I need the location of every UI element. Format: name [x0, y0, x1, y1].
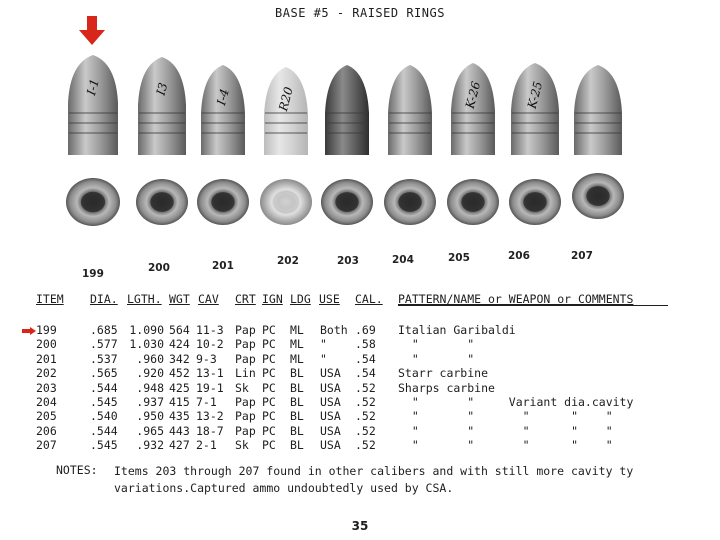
cell-use: USA — [320, 394, 341, 409]
header-wgt: WGT — [169, 292, 190, 306]
base-view-200 — [136, 179, 188, 225]
bullet-label: I3 — [153, 81, 171, 97]
bullet-label: K-25 — [524, 79, 546, 111]
cell-ign: PC — [262, 409, 276, 424]
cell-comment: " " " " " — [398, 438, 613, 453]
header-ldg: LDG — [290, 292, 311, 306]
cell-comment: " " — [398, 351, 475, 366]
row-marker-arrow-icon — [22, 327, 36, 335]
base-view-201 — [197, 179, 249, 225]
item-number-label: 207 — [571, 250, 593, 262]
bullet-label: R20 — [276, 85, 296, 113]
header-lgth: LGTH. — [127, 292, 162, 306]
cell-wgt: 427 — [169, 438, 190, 453]
cell-use: USA — [320, 409, 341, 424]
cell-cal: .54 — [355, 351, 376, 366]
cell-dia: .565 — [90, 366, 118, 381]
cell-crt: Pap — [235, 409, 256, 424]
cell-comment: " " Variant dia.cavity — [398, 394, 634, 409]
cell-cav: 11-3 — [196, 323, 224, 337]
cell-cav: 2-1 — [196, 438, 217, 453]
bullet-204 — [388, 65, 432, 155]
base-view-203 — [321, 179, 373, 225]
cell-cal: .69 — [355, 323, 376, 337]
cell-item: 206 — [36, 423, 57, 438]
cell-lgth: .948 — [136, 380, 164, 395]
cell-item: 204 — [36, 394, 57, 409]
cell-wgt: 435 — [169, 409, 190, 424]
header-dia: DIA. — [90, 292, 118, 306]
cell-item: 201 — [36, 351, 57, 366]
cell-cav: 13-2 — [196, 409, 224, 424]
cell-ldg: ML — [290, 351, 304, 366]
cell-ldg: BL — [290, 438, 304, 453]
cell-dia: .544 — [90, 380, 118, 395]
header-ign: IGN — [262, 292, 283, 306]
cell-item: 200 — [36, 337, 57, 352]
cell-dia: .545 — [90, 438, 118, 453]
cell-wgt: 452 — [169, 366, 190, 381]
cell-ldg: BL — [290, 423, 304, 438]
base-view-207 — [572, 173, 624, 219]
notes-text: Items 203 through 207 found in other calibers and with still more cavity ty variations.Captured ammo undoubtedly used by CSA. — [114, 464, 634, 495]
cell-cav: 18-7 — [196, 423, 224, 438]
cell-comment: " " " " " — [398, 409, 613, 424]
cell-crt: Sk — [235, 438, 249, 453]
cell-use: Both — [320, 323, 348, 337]
cell-cal: .52 — [355, 409, 376, 424]
cell-use: USA — [320, 366, 341, 381]
cell-item: 203 — [36, 380, 57, 395]
cell-ldg: ML — [290, 337, 304, 352]
cell-lgth: 1.030 — [129, 337, 164, 352]
item-number-label: 199 — [82, 268, 104, 280]
cell-dia: .537 — [90, 351, 118, 366]
base-view-199 — [66, 178, 120, 226]
bullet-201 — [201, 65, 245, 155]
cell-wgt: 443 — [169, 423, 190, 438]
cell-ign: PC — [262, 323, 276, 337]
cell-lgth: .965 — [136, 423, 164, 438]
header-item: ITEM — [36, 292, 64, 306]
item-number-label: 200 — [148, 262, 170, 274]
cell-cav: 7-1 — [196, 394, 217, 409]
cell-ign: PC — [262, 351, 276, 366]
cell-dia: .577 — [90, 337, 118, 352]
cell-crt: Pap — [235, 337, 256, 352]
item-number-label: 205 — [448, 252, 470, 264]
cell-dia: .544 — [90, 423, 118, 438]
cell-use: " — [320, 351, 327, 366]
cell-cal: .52 — [355, 438, 376, 453]
cell-use: USA — [320, 423, 341, 438]
cell-comment: Sharps carbine — [398, 380, 495, 395]
header-use: USE — [319, 292, 340, 306]
cell-wgt: 425 — [169, 380, 190, 395]
cell-dia: .545 — [90, 394, 118, 409]
cell-crt: Pap — [235, 351, 256, 366]
base-view-205 — [447, 179, 499, 225]
cell-lgth: 1.090 — [129, 323, 164, 337]
item-number-label: 206 — [508, 250, 530, 262]
cell-wgt: 415 — [169, 394, 190, 409]
cell-item: 207 — [36, 438, 57, 453]
cell-ldg: BL — [290, 380, 304, 395]
bullet-199 — [68, 55, 118, 155]
cell-cal: .52 — [355, 423, 376, 438]
cell-ign: PC — [262, 380, 276, 395]
page-number: 35 — [351, 519, 369, 533]
cell-crt: Pap — [235, 394, 256, 409]
cell-lgth: .932 — [136, 438, 164, 453]
bullet-photo — [50, 55, 690, 235]
cell-cav: 9-3 — [196, 351, 217, 366]
cell-ign: PC — [262, 394, 276, 409]
notes-label: NOTES: — [56, 463, 98, 477]
cell-item: 199 — [36, 323, 57, 337]
cell-item: 202 — [36, 366, 57, 381]
bullet-label: K-26 — [462, 79, 484, 111]
cell-cav: 19-1 — [196, 380, 224, 395]
cell-item: 205 — [36, 409, 57, 424]
cell-ldg: BL — [290, 394, 304, 409]
cell-crt: Lin — [235, 366, 256, 381]
base-view-202 — [260, 179, 312, 225]
header-cav: CAV — [198, 292, 219, 306]
bullet-206 — [511, 63, 559, 155]
header-cal: CAL. — [355, 292, 383, 306]
cell-cal: .52 — [355, 394, 376, 409]
red-down-arrow-icon — [78, 16, 106, 46]
cell-cal: .54 — [355, 366, 376, 381]
base-view-204 — [384, 179, 436, 225]
item-number-label: 201 — [212, 260, 234, 272]
cell-use: USA — [320, 438, 341, 453]
cell-lgth: .920 — [136, 366, 164, 381]
cell-crt: Sk — [235, 380, 249, 395]
cell-use: USA — [320, 380, 341, 395]
cell-ldg: BL — [290, 409, 304, 424]
header-rule — [398, 305, 668, 306]
cell-ign: PC — [262, 366, 276, 381]
cell-ign: PC — [262, 337, 276, 352]
cell-lgth: .937 — [136, 394, 164, 409]
base-view-206 — [509, 179, 561, 225]
item-number-label: 202 — [277, 255, 299, 267]
bullet-205 — [451, 63, 495, 155]
cell-ign: PC — [262, 423, 276, 438]
cell-ldg: BL — [290, 366, 304, 381]
cell-cal: .52 — [355, 380, 376, 395]
bullet-203 — [325, 65, 369, 155]
cell-comment: " " — [398, 337, 475, 352]
cell-wgt: 342 — [169, 351, 190, 366]
cell-dia: .685 — [90, 323, 118, 337]
bullet-207 — [574, 65, 622, 155]
header-pattern: PATTERN/NAME or WEAPON or COMMENTS — [398, 292, 634, 306]
bullet-202 — [264, 67, 308, 155]
cell-cal: .58 — [355, 337, 376, 352]
cell-lgth: .950 — [136, 409, 164, 424]
cell-dia: .540 — [90, 409, 118, 424]
page-title: BASE #5 - RAISED RINGS — [275, 6, 445, 20]
cell-ldg: ML — [290, 323, 304, 337]
cell-wgt: 424 — [169, 337, 190, 352]
cell-cav: 13-1 — [196, 366, 224, 381]
cell-ign: PC — [262, 438, 276, 453]
cell-crt: Pap — [235, 323, 256, 337]
cell-comment: " " " " " — [398, 423, 613, 438]
cell-use: " — [320, 337, 327, 352]
header-crt: CRT — [235, 292, 256, 306]
cell-crt: Pap — [235, 423, 256, 438]
cell-lgth: .960 — [136, 351, 164, 366]
cell-comment: Italian Garibaldi — [398, 323, 516, 337]
item-number-label: 203 — [337, 255, 359, 267]
bullet-200 — [138, 57, 186, 155]
item-number-label: 204 — [392, 254, 414, 266]
cell-comment: Starr carbine — [398, 366, 489, 381]
bullet-label: I-4 — [214, 87, 232, 107]
bullet-label: I-1 — [84, 77, 102, 97]
cell-cav: 10-2 — [196, 337, 224, 352]
cell-wgt: 564 — [169, 323, 190, 337]
